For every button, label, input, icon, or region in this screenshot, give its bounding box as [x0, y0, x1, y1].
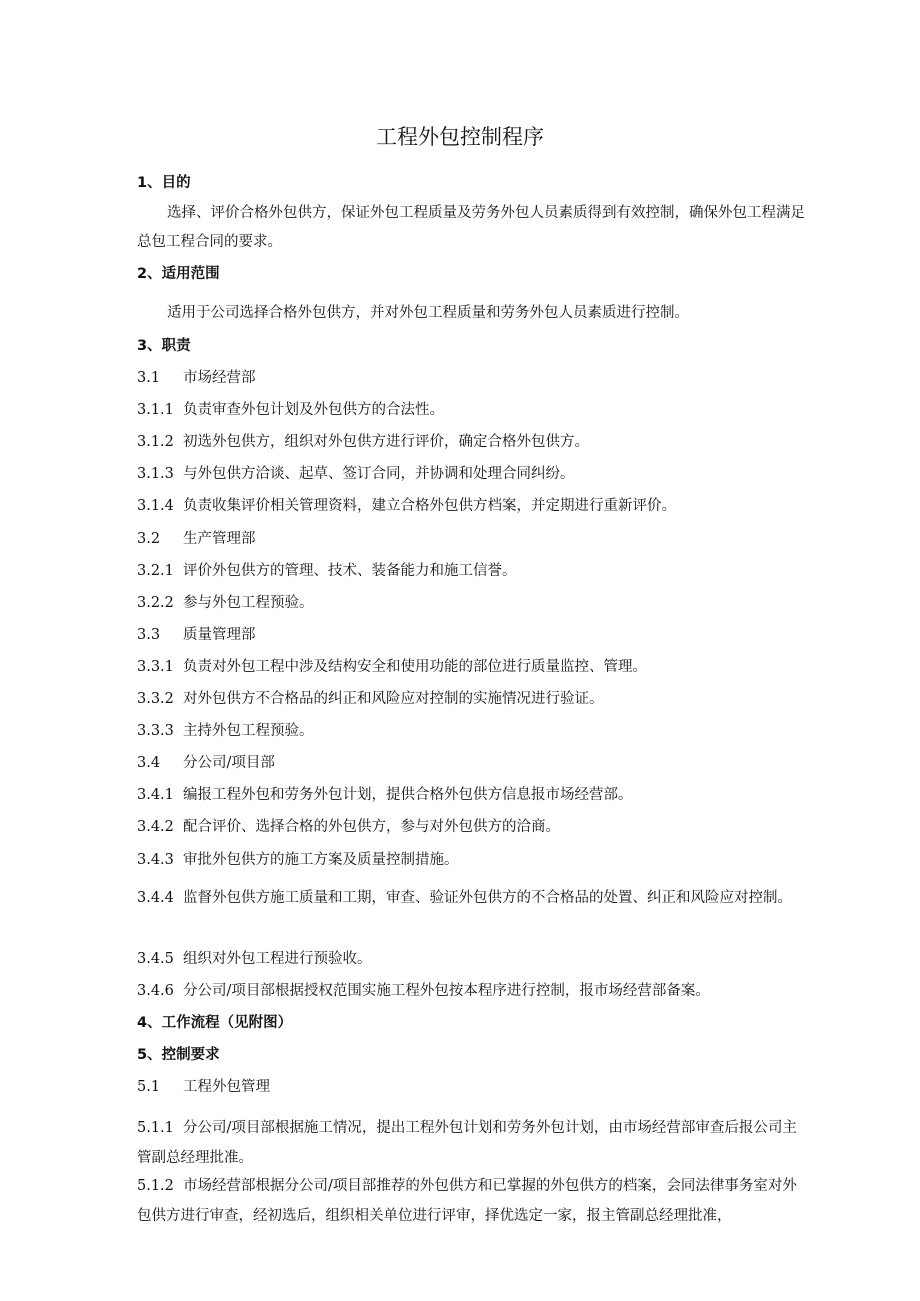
section-heading-workflow: 4、工作流程（见附图）: [137, 1015, 293, 1031]
section-heading-scope: 2、适用范围: [137, 266, 220, 282]
list-item: [137, 848, 809, 872]
item-text: 市场经营部: [183, 370, 256, 386]
list-item: [137, 719, 809, 743]
item-number: 3.4.3: [137, 851, 174, 868]
list-item: [137, 462, 809, 486]
item-text: 分公司/项目部根据授权范围实施工程外包按本程序进行控制，报市场经营部备案。: [183, 983, 710, 999]
list-item: [137, 815, 809, 839]
list-item-3-4-4: [137, 883, 809, 913]
item-text: 生产管理部: [183, 530, 256, 547]
item-number: 3.3.2: [137, 691, 174, 707]
item-number: 3.4.2: [137, 819, 174, 836]
item-text: 组织对外包工程进行预验收。: [183, 951, 372, 967]
list-item: [137, 559, 809, 583]
item-number: 3.1.2: [137, 434, 174, 451]
section-body-purpose: 选择、评价合格外包供方，保证外包工程质量及劳务外包人员素质得到有效控制，确保外包工程满足总包工程合同的要求。: [137, 205, 805, 250]
item-text: 评价外包供方的管理、技术、装备能力和施工信誉。: [183, 562, 517, 579]
list-item: [137, 623, 809, 647]
section-body-scope: 适用于公司选择合格外包供方，并对外包工程质量和劳务外包人员素质进行控制。: [167, 305, 689, 321]
item-number: 3.4: [137, 755, 161, 772]
item-number: 3.3.1: [137, 658, 174, 675]
item-text: 市场经营部根据分公司/项目部推荐的外包供方和已掌握的外包供方的档案，会同法律事务室对外包供方进行审查，经初选后，组织相关单位进行评审，择优选定一家，报主管副总经理批准，: [137, 1178, 797, 1224]
section-heading-control: 5、控制要求: [137, 1047, 220, 1063]
item-text: 监督外包供方施工质量和工期，审查、验证外包供方的不合格品的处置、纠正和风险应对控制。: [183, 890, 792, 906]
item-text: 配合评价、选择合格的外包供方，参与对外包供方的洽商。: [183, 819, 560, 836]
item-number: 5.1: [137, 1079, 161, 1095]
list-item: [137, 751, 809, 775]
item-text: 负责收集评价相关管理资料，建立合格外包供方档案，并定期进行重新评价。: [183, 498, 676, 515]
list-item: [137, 655, 809, 679]
list-item: [137, 687, 809, 711]
item-text: 负责审查外包计划及外包供方的合法性。: [183, 402, 444, 419]
list-item: [137, 494, 809, 518]
section-heading-purpose: 1、目的: [137, 175, 191, 191]
item-number: 3.4.6: [137, 983, 174, 999]
list-item: [137, 783, 809, 807]
item-text: 负责对外包工程中涉及结构安全和使用功能的部位进行质量监控、管理。: [183, 658, 647, 675]
item-number: 3.2: [137, 530, 161, 547]
list-item: [137, 979, 809, 1003]
item-text: 初选外包供方，组织对外包供方进行评价，确定合格外包供方。: [183, 434, 589, 451]
item-text: 主持外包工程预验。: [183, 723, 314, 740]
list-item: [137, 591, 809, 615]
item-number: 3.4.5: [137, 951, 174, 967]
item-text: 审批外包供方的施工方案及质量控制措施。: [183, 851, 459, 868]
item-text: 编报工程外包和劳务外包计划，提供合格外包供方信息报市场经营部。: [183, 787, 633, 804]
list-item: [137, 947, 809, 971]
item-text: 参与外包工程预验。: [183, 594, 314, 611]
document-title: 工程外包控制程序: [376, 125, 544, 149]
item-number: 3.2.1: [137, 562, 174, 579]
list-item: [137, 430, 809, 454]
item-number: 3.3: [137, 626, 161, 643]
item-number: 3.2.2: [137, 594, 174, 611]
item-text: 分公司/项目部: [183, 755, 275, 772]
item-number: 3.1.3: [137, 466, 174, 483]
list-item: [137, 527, 809, 551]
item-text: 与外包供方洽谈、起草、签订合同，并协调和处理合同纠纷。: [183, 466, 575, 483]
list-item-5-1: [137, 1075, 809, 1099]
item-number: 3.1.1: [137, 402, 174, 419]
item-number: 3.4.4: [137, 890, 174, 906]
list-item: [137, 398, 809, 422]
item-text: 质量管理部: [183, 626, 256, 643]
item-number: 5.1.1: [137, 1120, 174, 1136]
item-text: 对外包供方不合格品的纠正和风险应对控制的实施情况进行验证。: [183, 691, 604, 707]
list-item-5-1-2: [137, 1171, 809, 1231]
item-number: 3.3.3: [137, 723, 174, 740]
section-heading-responsibilities: 3、职责: [137, 338, 191, 354]
item-number: 3.4.1: [137, 787, 174, 804]
item-number: 5.1.2: [137, 1178, 174, 1194]
item-text: 分公司/项目部根据施工情况，提出工程外包计划和劳务外包计划，由市场经营部审查后报公司主管副总经理批准。: [137, 1120, 797, 1166]
list-item: [137, 366, 809, 390]
list-item-5-1-1: [137, 1113, 809, 1173]
item-number: 3.1.4: [137, 498, 174, 515]
item-text: 工程外包管理: [183, 1079, 270, 1095]
item-number: 3.1: [137, 370, 161, 386]
